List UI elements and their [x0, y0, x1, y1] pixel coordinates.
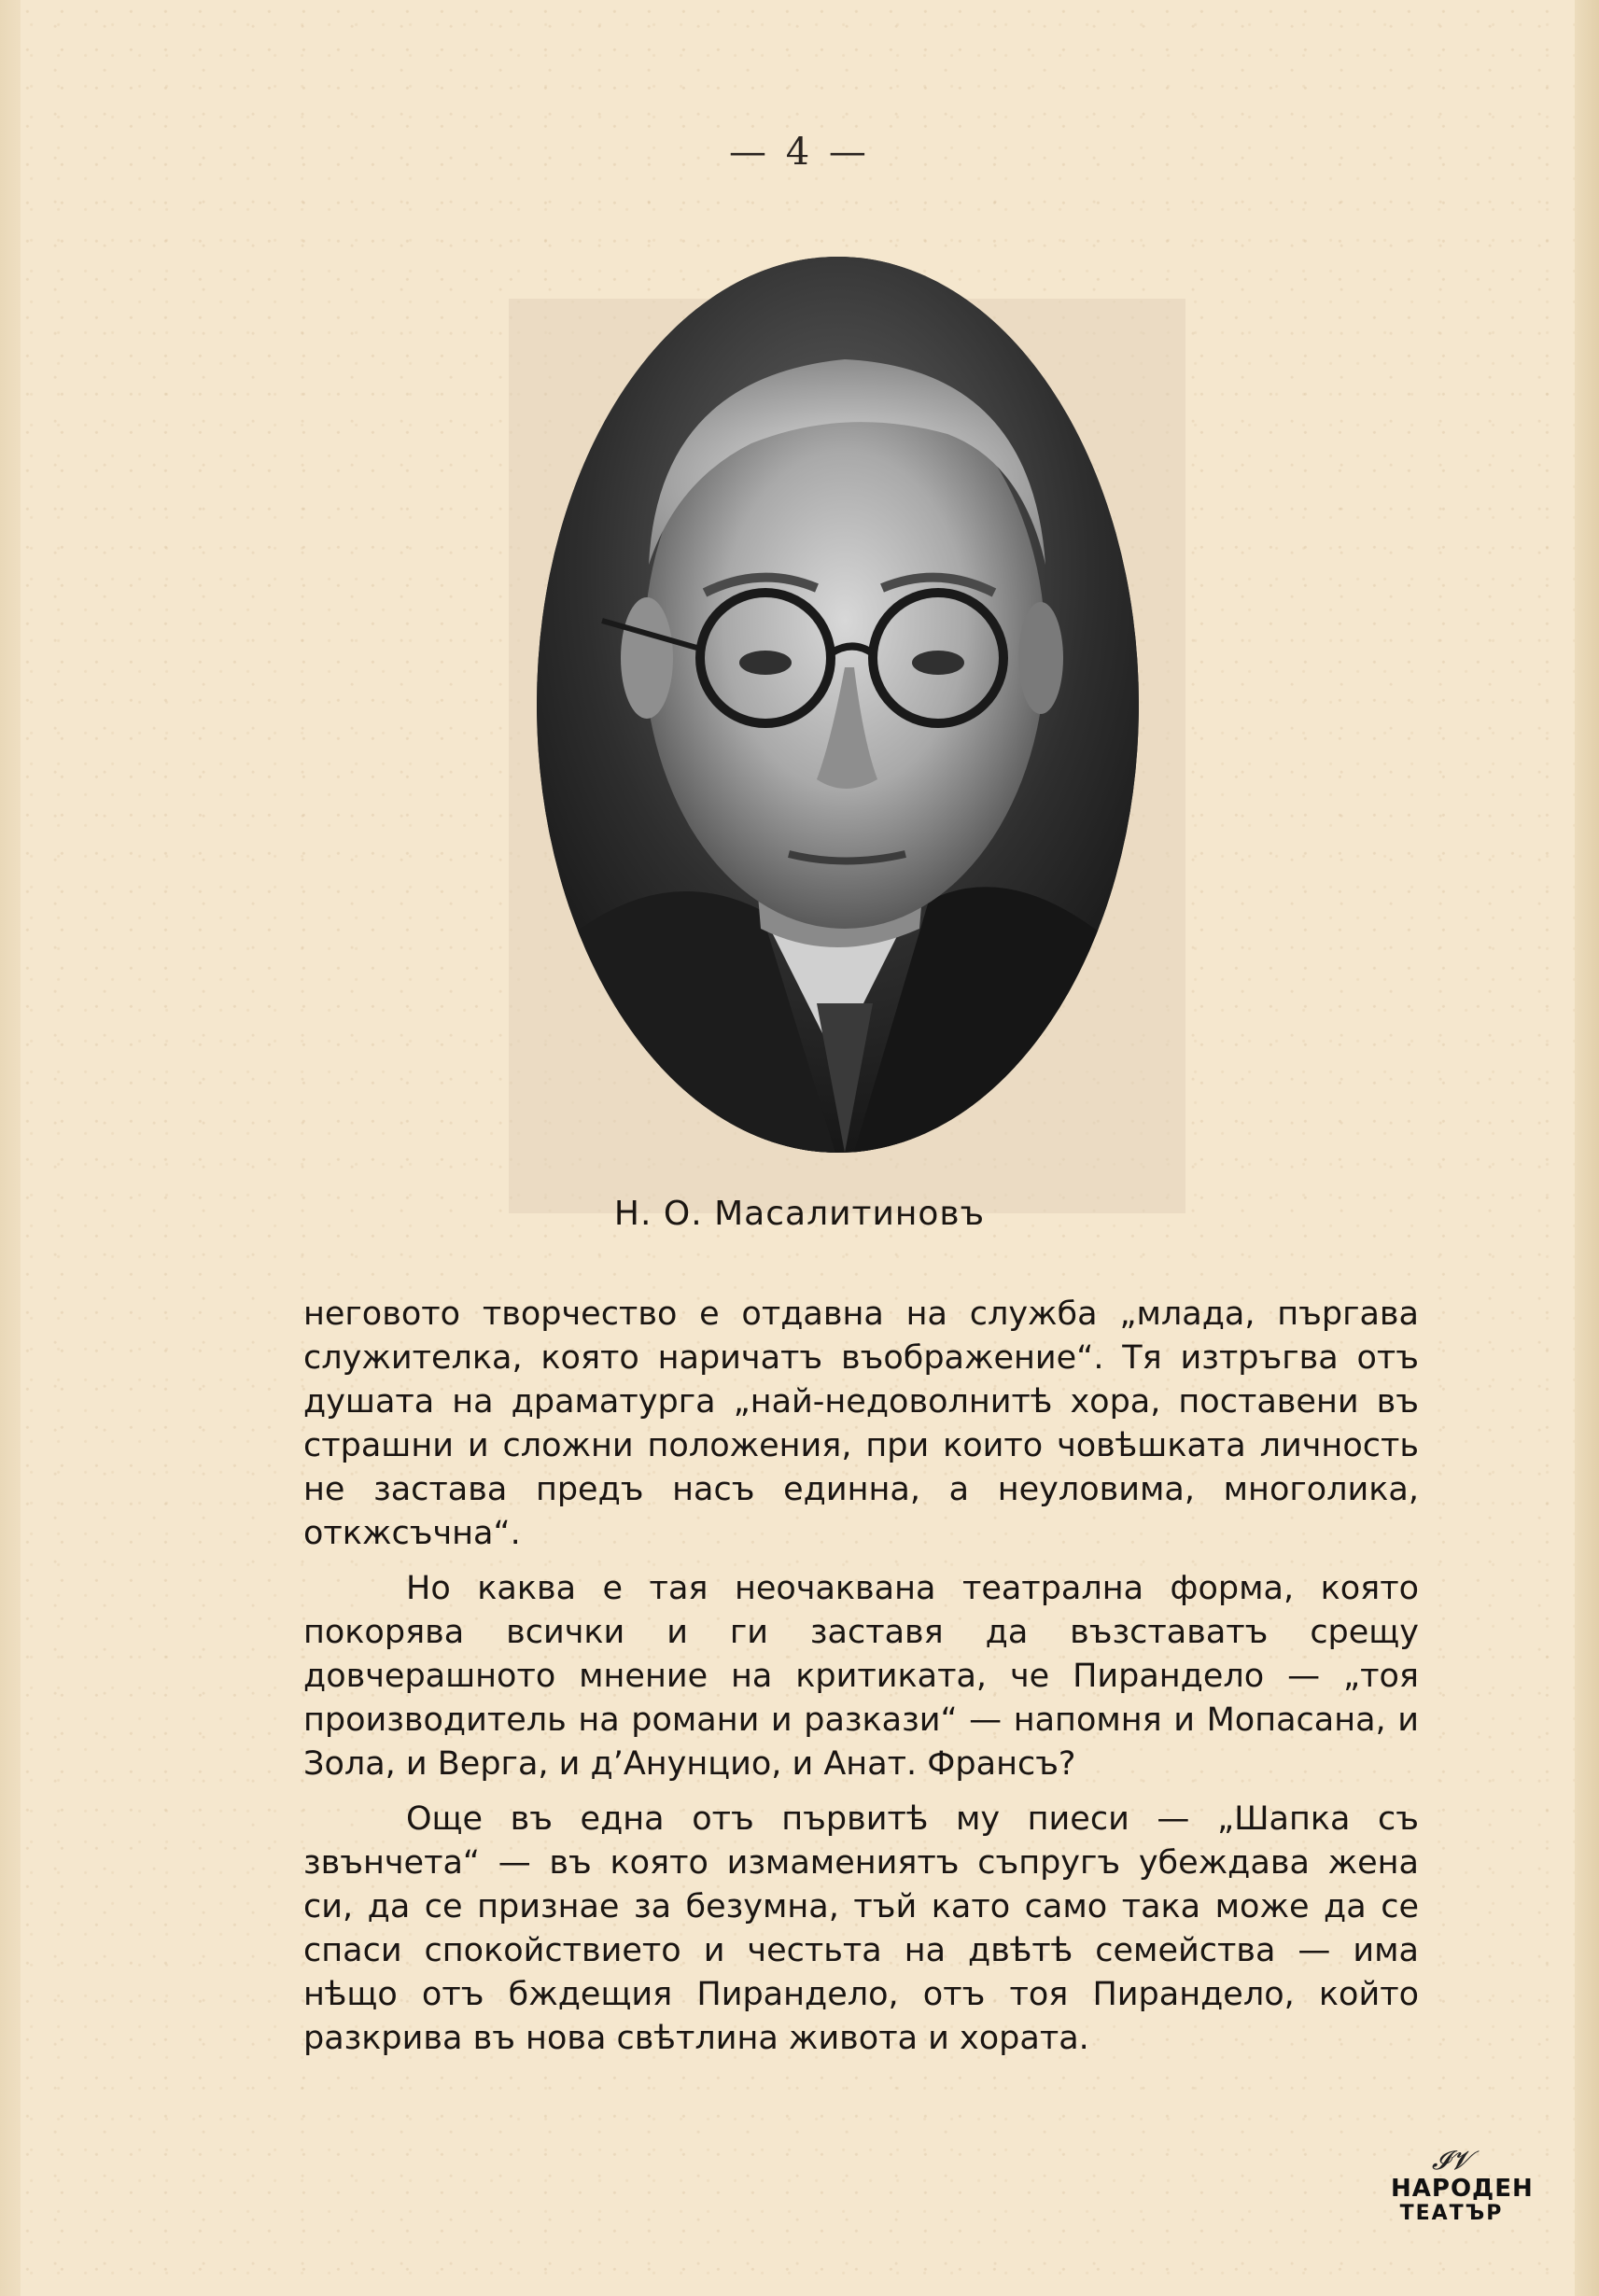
- paragraph: неговото творчество е отдавна на служба „млада, пъргава служителка, която наричатъ въображение“. Тя изтръгва отъ душата на драматурга „най-недоволнитѣ хора, поставени въ страшни и сложни положения, при които човѣшката личность не застава предъ насъ единна, а неуловима, многолика, откжсъчна“.: [303, 1295, 1419, 1552]
- portrait-photo: [537, 257, 1139, 1153]
- paragraph: Но каква е тая неочаквана театрална форма, която покорява всички и ги заставя да възставатъ срещу довчерашното мнение на критиката, че Пирандело — „тоя производитель на романи и разкази“ — напомня и Мопасана, и Зола, и Верга, и д’Анунцио, и Анат. Франсъ?: [303, 1570, 1419, 1783]
- national-theatre-logo: [1391, 2145, 1534, 2259]
- article-body: [303, 1293, 1419, 2072]
- logo-line-2: ТЕАТЪР: [1399, 2202, 1504, 2225]
- logo-signature-mark: 𝓘𝓥: [1431, 2145, 1472, 2176]
- logo-line-1: НАРОДЕН: [1391, 2175, 1534, 2203]
- portrait-caption: Н. О. Масалитиновъ: [613, 1195, 986, 1233]
- page-number: — 4 —: [729, 131, 870, 174]
- portrait-image: [537, 257, 1139, 1153]
- page-right-edge: [1575, 0, 1599, 2296]
- paragraph: Още въ една отъ първитѣ му пиеси — „Шапка съ звънчета“ — въ която измамениятъ съпругъ убеждава жена си, да се признае за безумна, тъй като само така може да се спаси спокойствието и честьта на двѣтѣ семейства — има нѣщо отъ бждещия Пирандело, отъ тоя Пирандело, който разкрива въ нова свѣтлина живота и хората.: [303, 1800, 1419, 2057]
- page-left-edge: [0, 0, 21, 2296]
